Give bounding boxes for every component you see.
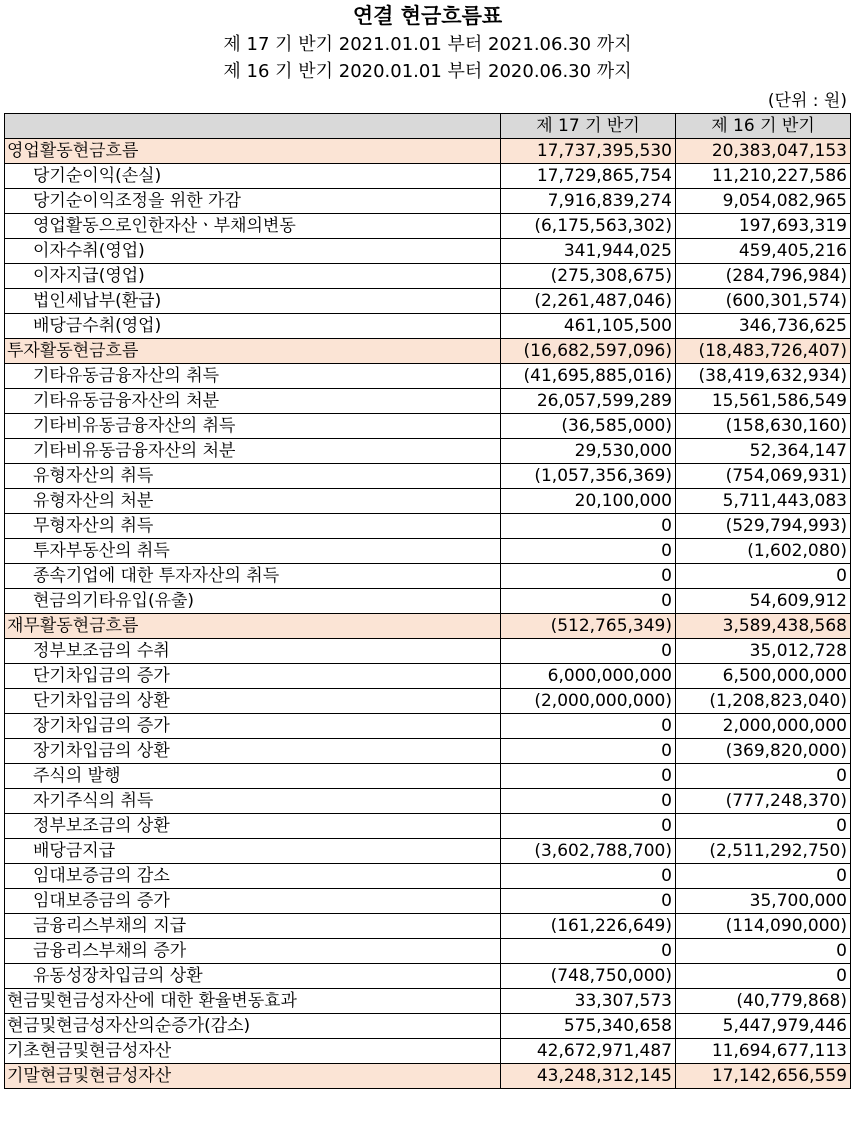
table-row	[5, 989, 851, 1014]
current-period-value: 461,105,500	[501, 314, 676, 339]
current-period-value: 0	[501, 764, 676, 789]
current-period-value: 575,340,658	[501, 1014, 676, 1039]
prior-period-value: 346,736,625	[676, 314, 851, 339]
table-row	[5, 439, 851, 464]
period-prior: 제 16 기 반기 2020.01.01 부터 2020.06.30 까지	[223, 61, 632, 82]
current-period-value: (275,308,675)	[501, 264, 676, 289]
current-period-value: 42,672,971,487	[501, 1039, 676, 1064]
prior-period-value: 52,364,147	[676, 439, 851, 464]
current-period-value: (6,175,563,302)	[501, 214, 676, 239]
table-row	[5, 414, 851, 439]
prior-period-value: (38,419,632,934)	[676, 364, 851, 389]
row-label: 이자지급(영업)	[5, 264, 501, 289]
header-prior-period: 제 16 기 반기	[676, 114, 851, 139]
prior-period-value: (158,630,160)	[676, 414, 851, 439]
current-period-value: 0	[501, 639, 676, 664]
table-row	[5, 264, 851, 289]
current-period-value: (161,226,649)	[501, 914, 676, 939]
current-period-value: 0	[501, 539, 676, 564]
table-row	[5, 539, 851, 564]
table-row	[5, 389, 851, 414]
table-row	[5, 289, 851, 314]
table-row	[5, 864, 851, 889]
table-row	[5, 689, 851, 714]
prior-period-value: (284,796,984)	[676, 264, 851, 289]
row-label: 기말현금및현금성자산	[5, 1064, 501, 1089]
row-label: 현금및현금성자산에 대한 환율변동효과	[5, 989, 501, 1014]
row-label: 장기차입금의 증가	[5, 714, 501, 739]
table-row	[5, 189, 851, 214]
table-row	[5, 214, 851, 239]
row-label: 배당금수취(영업)	[5, 314, 501, 339]
table-row	[5, 639, 851, 664]
prior-period-value: 15,561,586,549	[676, 389, 851, 414]
table-row	[5, 889, 851, 914]
prior-period-value: 0	[676, 964, 851, 989]
current-period-value: 33,307,573	[501, 989, 676, 1014]
prior-period-value: 11,694,677,113	[676, 1039, 851, 1064]
table-row	[5, 139, 851, 164]
table-row	[5, 839, 851, 864]
prior-period-value: (2,511,292,750)	[676, 839, 851, 864]
row-label: 배당금지급	[5, 839, 501, 864]
row-label: 기타유동금융자산의 처분	[5, 389, 501, 414]
prior-period-value: 459,405,216	[676, 239, 851, 264]
current-period-value: (748,750,000)	[501, 964, 676, 989]
row-label: 기타비유동금융자산의 처분	[5, 439, 501, 464]
table-row	[5, 1039, 851, 1064]
current-period-value: (1,057,356,369)	[501, 464, 676, 489]
table-row	[5, 764, 851, 789]
current-period-value: (36,585,000)	[501, 414, 676, 439]
row-label: 자기주식의 취득	[5, 789, 501, 814]
table-row	[5, 739, 851, 764]
prior-period-value: 35,012,728	[676, 639, 851, 664]
table-row	[5, 614, 851, 639]
prior-period-value: 0	[676, 564, 851, 589]
header-current-period: 제 17 기 반기	[501, 114, 676, 139]
prior-period-value: (529,794,993)	[676, 514, 851, 539]
prior-period-value: 9,054,082,965	[676, 189, 851, 214]
row-label: 무형자산의 취득	[5, 514, 501, 539]
current-period-value: 17,729,865,754	[501, 164, 676, 189]
table-row	[5, 239, 851, 264]
cash-flow-table	[4, 113, 851, 1089]
row-label: 현금의기타유입(유출)	[5, 589, 501, 614]
header-row	[5, 114, 851, 139]
prior-period-value: 0	[676, 939, 851, 964]
row-label: 투자활동현금흐름	[5, 339, 501, 364]
current-period-value: 0	[501, 939, 676, 964]
prior-period-value: 17,142,656,559	[676, 1064, 851, 1089]
current-period-value: (2,261,487,046)	[501, 289, 676, 314]
prior-period-value: (1,602,080)	[676, 539, 851, 564]
row-label: 기타유동금융자산의 취득	[5, 364, 501, 389]
table-row	[5, 164, 851, 189]
prior-period-value: (369,820,000)	[676, 739, 851, 764]
table-row	[5, 939, 851, 964]
table-row	[5, 964, 851, 989]
current-period-value: 0	[501, 864, 676, 889]
row-label: 영업활동현금흐름	[5, 139, 501, 164]
row-label: 법인세납부(환급)	[5, 289, 501, 314]
row-label: 현금및현금성자산의순증가(감소)	[5, 1014, 501, 1039]
prior-period-value: 0	[676, 864, 851, 889]
table-row	[5, 464, 851, 489]
prior-period-value: 3,589,438,568	[676, 614, 851, 639]
row-label: 기초현금및현금성자산	[5, 1039, 501, 1064]
prior-period-value: (754,069,931)	[676, 464, 851, 489]
prior-period-value: (40,779,868)	[676, 989, 851, 1014]
table-row	[5, 589, 851, 614]
row-label: 당기순이익조정을 위한 가감	[5, 189, 501, 214]
table-row	[5, 514, 851, 539]
prior-period-value: 11,210,227,586	[676, 164, 851, 189]
table-row	[5, 914, 851, 939]
prior-period-value: 2,000,000,000	[676, 714, 851, 739]
current-period-value: (512,765,349)	[501, 614, 676, 639]
current-period-value: 6,000,000,000	[501, 664, 676, 689]
current-period-value: 7,916,839,274	[501, 189, 676, 214]
row-label: 정부보조금의 수취	[5, 639, 501, 664]
row-label: 금융리스부채의 지급	[5, 914, 501, 939]
row-label: 이자수취(영업)	[5, 239, 501, 264]
current-period-value: 0	[501, 589, 676, 614]
statement-title: 연결 현금흐름표	[352, 4, 503, 28]
current-period-value: 29,530,000	[501, 439, 676, 464]
current-period-value: 0	[501, 789, 676, 814]
prior-period-value: (18,483,726,407)	[676, 339, 851, 364]
row-label: 투자부동산의 취득	[5, 539, 501, 564]
row-label: 금융리스부채의 증가	[5, 939, 501, 964]
table-row	[5, 1064, 851, 1089]
current-period-value: 0	[501, 514, 676, 539]
row-label: 임대보증금의 감소	[5, 864, 501, 889]
table-row	[5, 664, 851, 689]
table-row	[5, 789, 851, 814]
prior-period-value: 6,500,000,000	[676, 664, 851, 689]
table-row	[5, 364, 851, 389]
table-row	[5, 814, 851, 839]
row-label: 정부보조금의 상환	[5, 814, 501, 839]
prior-period-value: 35,700,000	[676, 889, 851, 914]
prior-period-value: (1,208,823,040)	[676, 689, 851, 714]
prior-period-value: 20,383,047,153	[676, 139, 851, 164]
current-period-value: 341,944,025	[501, 239, 676, 264]
row-label: 당기순이익(손실)	[5, 164, 501, 189]
current-period-value: (3,602,788,700)	[501, 839, 676, 864]
header-label-column	[5, 114, 501, 139]
row-label: 유형자산의 처분	[5, 489, 501, 514]
table-row	[5, 339, 851, 364]
current-period-value: 43,248,312,145	[501, 1064, 676, 1089]
prior-period-value: 5,711,443,083	[676, 489, 851, 514]
current-period-value: 0	[501, 889, 676, 914]
table-row	[5, 314, 851, 339]
row-label: 임대보증금의 증가	[5, 889, 501, 914]
row-label: 유형자산의 취득	[5, 464, 501, 489]
row-label: 기타비유동금융자산의 취득	[5, 414, 501, 439]
row-label: 장기차입금의 상환	[5, 739, 501, 764]
table-body	[5, 139, 851, 1089]
current-period-value: 0	[501, 714, 676, 739]
table-row	[5, 714, 851, 739]
row-label: 주식의 발행	[5, 764, 501, 789]
row-label: 유동성장차입금의 상환	[5, 964, 501, 989]
current-period-value: (16,682,597,096)	[501, 339, 676, 364]
row-label: 재무활동현금흐름	[5, 614, 501, 639]
row-label: 단기차입금의 상환	[5, 689, 501, 714]
row-label: 종속기업에 대한 투자자산의 취득	[5, 564, 501, 589]
prior-period-value: (600,301,574)	[676, 289, 851, 314]
current-period-value: 0	[501, 739, 676, 764]
current-period-value: 0	[501, 814, 676, 839]
current-period-value: (2,000,000,000)	[501, 689, 676, 714]
prior-period-value: (777,248,370)	[676, 789, 851, 814]
prior-period-value: 54,609,912	[676, 589, 851, 614]
current-period-value: 20,100,000	[501, 489, 676, 514]
table-row	[5, 489, 851, 514]
prior-period-value: 5,447,979,446	[676, 1014, 851, 1039]
unit-label: (단위 : 원)	[767, 91, 847, 111]
prior-period-value: 0	[676, 814, 851, 839]
row-label: 단기차입금의 증가	[5, 664, 501, 689]
table-row	[5, 564, 851, 589]
row-label: 영업활동으로인한자산ㆍ부채의변동	[5, 214, 501, 239]
current-period-value: 26,057,599,289	[501, 389, 676, 414]
current-period-value: 0	[501, 564, 676, 589]
current-period-value: 17,737,395,530	[501, 139, 676, 164]
prior-period-value: (114,090,000)	[676, 914, 851, 939]
table-row	[5, 1014, 851, 1039]
prior-period-value: 197,693,319	[676, 214, 851, 239]
period-current: 제 17 기 반기 2021.01.01 부터 2021.06.30 까지	[223, 34, 632, 55]
current-period-value: (41,695,885,016)	[501, 364, 676, 389]
prior-period-value: 0	[676, 764, 851, 789]
